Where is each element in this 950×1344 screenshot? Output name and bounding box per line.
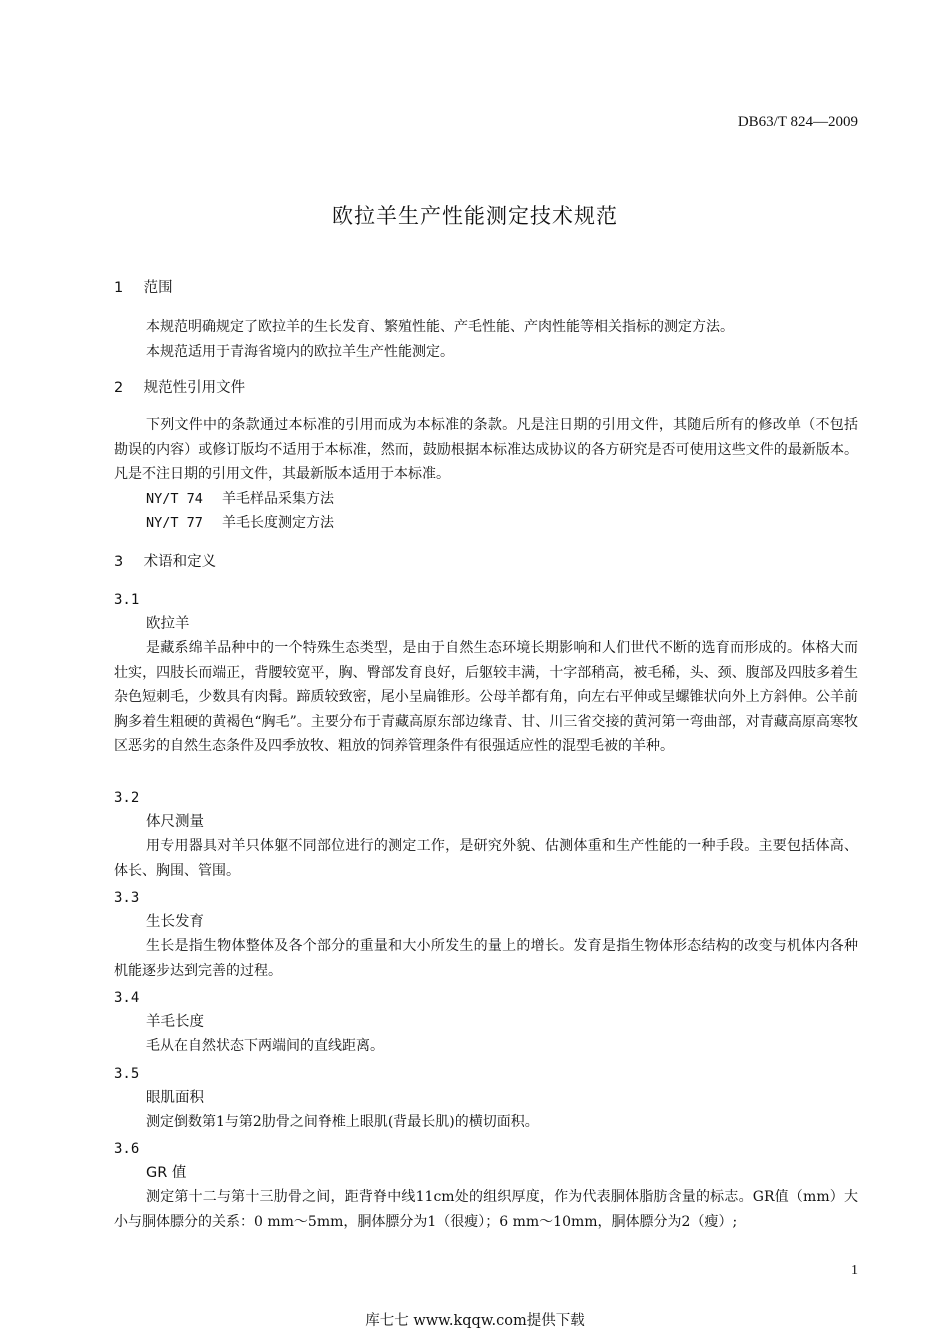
term-name: 体尺测量	[146, 814, 204, 830]
term-definition: 测定倒数第1与第2肋骨之间脊椎上眼肌(背最长肌)的横切面积。	[146, 1114, 539, 1130]
term-3-5	[114, 1062, 858, 1135]
reference-name: 羊毛样品采集方法	[222, 490, 334, 507]
reference-name: 羊毛长度测定方法	[222, 515, 334, 532]
page-number: 1	[851, 1263, 858, 1278]
term-name: GR 值	[146, 1165, 187, 1181]
section-1-body	[114, 315, 858, 364]
term-definition: 是藏系绵羊品种中的一个特殊生态类型，是由于自然生态环境长期影响和人们世代不断的选育而形成的。体格大而壮实，四肢长而端正，背腰较宽平，胸、臀部发育良好，后躯较丰满，十字部稍高，被毛稀，头、颈、腹部及四肢多着生杂色短刺毛，少数具有肉髯。蹄质较致密，尾小呈扁锥形。公母羊都有角，向左右平伸或呈螺锥状向外上方斜伸。公羊前胸多着生粗硬的黄褐色“胸毛”。主要分布于青藏高原东部边缘青、甘、川三省交接的黄河第一弯曲部，对青藏高原高寒牧区恶劣的自然生态条件及四季放牧、粗放的饲养管理条件有很强适应性的混型毛被的羊种。	[114, 640, 858, 755]
term-number: 3.2	[114, 790, 140, 806]
term-definition: 用专用器具对羊只体躯不同部位进行的测定工作，是研究外貌、估测体重和生产性能的一种手段。主要包括体高、体长、胸围、管围。	[114, 838, 858, 879]
download-footer: 库七七 www.kqqw.com提供下载	[365, 1313, 585, 1329]
term-name: 欧拉羊	[146, 616, 190, 632]
section-heading	[114, 376, 858, 400]
term-3-2	[114, 786, 858, 883]
section-heading	[114, 276, 858, 300]
reference-code: NY/T 77	[146, 515, 203, 532]
section-title: 范围	[143, 280, 173, 296]
section-number: 1	[114, 280, 124, 296]
section-number: 2	[114, 380, 124, 396]
term-name: 眼肌面积	[146, 1090, 204, 1106]
term-number: 3.1	[114, 592, 140, 608]
term-3-3	[114, 886, 858, 983]
section-3	[114, 550, 858, 574]
section-2-body	[114, 413, 858, 536]
term-number: 3.3	[114, 890, 140, 906]
term-name: 生长发育	[146, 914, 204, 930]
paragraph: 本规范适用于青海省境内的欧拉羊生产性能测定。	[146, 343, 454, 360]
term-3-1	[114, 588, 858, 759]
section-title: 规范性引用文件	[143, 380, 246, 396]
section-title: 术语和定义	[143, 554, 217, 570]
term-name: 羊毛长度	[146, 1014, 204, 1030]
reference-code: NY/T 74	[146, 490, 203, 507]
section-number: 3	[114, 554, 124, 570]
term-3-6	[114, 1137, 858, 1234]
paragraph: 下列文件中的条款通过本标准的引用而成为本标准的条款。凡是注日期的引用文件，其随后所有的修改单（不包括勘误的内容）或修订版均不适用于本标准，然而，鼓励根据本标准达成协议的各方研究是否可使用这些文件的最新版本。凡是不注日期的引用文件，其最新版本适用于本标准。	[114, 417, 858, 483]
term-3-4	[114, 986, 858, 1059]
term-number: 3.5	[114, 1066, 140, 1082]
standard-code: DB63/T 824—2009	[737, 114, 858, 130]
paragraph: 本规范明确规定了欧拉羊的生长发育、繁殖性能、产毛性能、产肉性能等相关指标的测定方法。	[146, 319, 734, 335]
term-definition: 毛从在自然状态下两端间的直线距离。	[146, 1038, 384, 1054]
reference-item	[114, 487, 858, 512]
reference-item	[114, 511, 858, 536]
term-number: 3.4	[114, 990, 140, 1006]
document-title: 欧拉羊生产性能测定技术规范	[332, 204, 618, 228]
section-heading	[114, 550, 858, 574]
section-2	[114, 376, 858, 400]
term-number: 3.6	[114, 1141, 140, 1157]
term-definition: 测定第十二与第十三肋骨之间，距背脊中线11cm处的组织厚度，作为代表胴体脂肪含量的标志。GR值（mm）大小与胴体膘分的关系：0 mm～5mm，胴体膘分为1（很瘦）；6 mm～10mm，胴体膘分为2（瘦）;	[114, 1189, 858, 1230]
section-1	[114, 276, 858, 300]
term-definition: 生长是指生物体整体及各个部分的重量和大小所发生的量上的增长。发育是指生物体形态结构的改变与机体内各种机能逐步达到完善的过程。	[114, 938, 858, 979]
